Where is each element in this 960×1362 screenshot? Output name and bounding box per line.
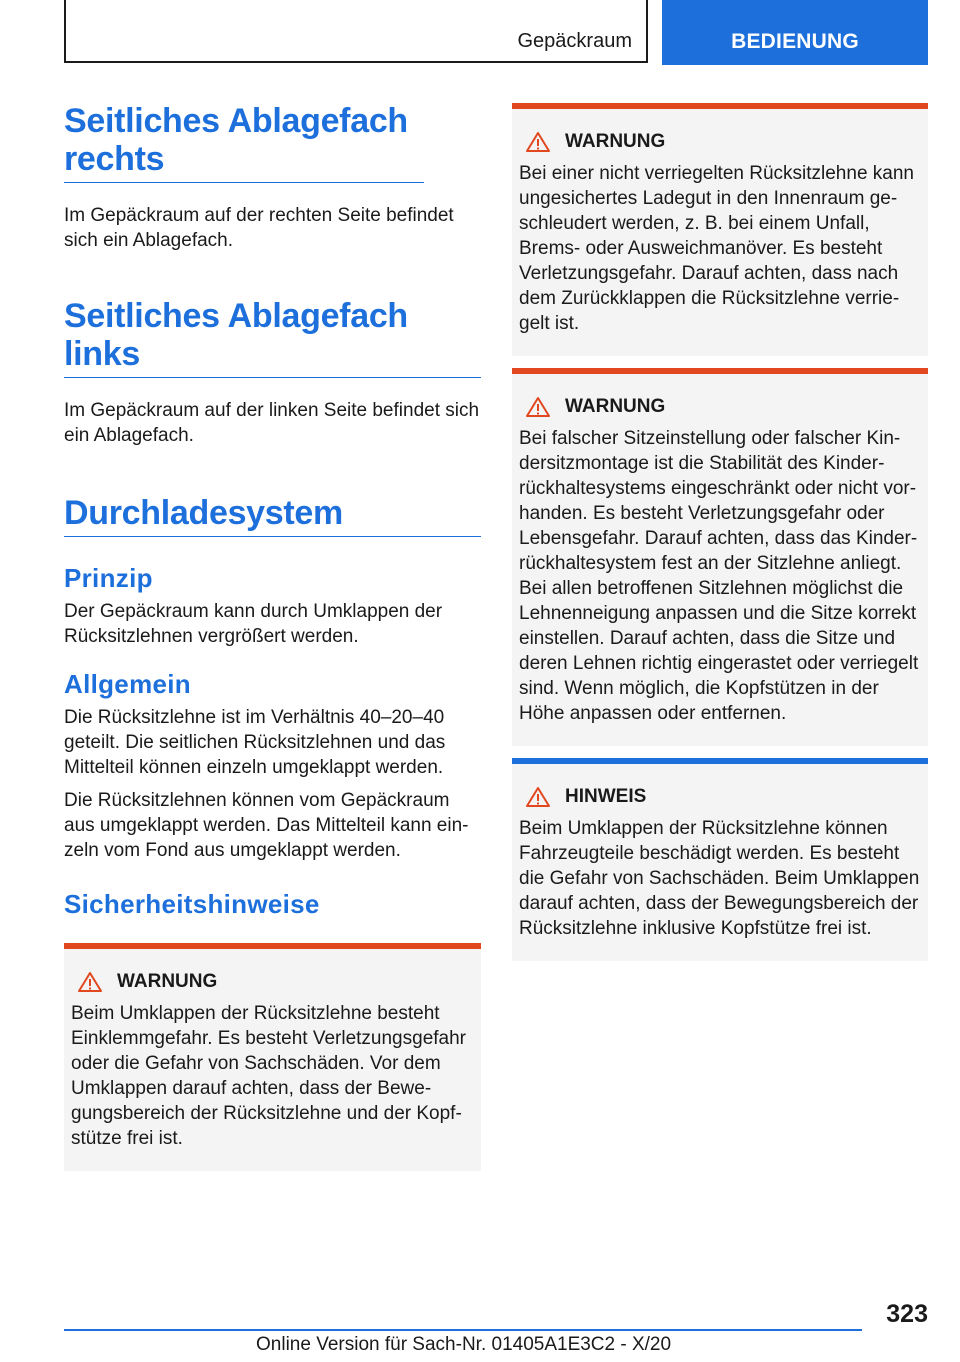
note-box-sachschaden xyxy=(512,758,928,961)
warning-title: WARNUNG xyxy=(117,971,218,992)
footer-online-version: Online Version für Sach-Nr. 01405A1E3C2 - X/20 xyxy=(256,1334,672,1355)
warning-triangle-icon xyxy=(525,396,551,418)
warning-title: WARNUNG xyxy=(565,131,666,152)
heading-durchladesystem: Durchladesystem xyxy=(64,494,481,537)
text-allgemein-2: Die Rücksitzlehnen können vom Gepäckraum aus umgeklappt werden. Das Mittelteil kann einzeln vom Fond aus umgeklappt werden. xyxy=(64,790,469,861)
heading-prinzip: Prinzip xyxy=(64,563,153,593)
warning-title: WARNUNG xyxy=(565,396,666,417)
header-section-title: Gepäckraum xyxy=(517,30,632,52)
warning-title-row xyxy=(519,396,922,418)
page-number: 323 xyxy=(886,1300,928,1328)
footer-divider xyxy=(64,1329,862,1331)
text-allgemein-1: Die Rücksitzlehne ist im Verhältnis 40–20–40 geteilt. Die seitlichen Rücksitzlehnen und das Mittelteil können einzeln umgeklappt werden. xyxy=(64,707,446,778)
heading-allgemein: Allgemein xyxy=(64,669,191,699)
header-section-box xyxy=(64,0,648,63)
warning-triangle-icon xyxy=(525,786,551,808)
warning-box-ladegut xyxy=(512,103,928,356)
warning-box-einklemmgefahr xyxy=(64,943,481,1171)
warning-title-row xyxy=(519,131,922,153)
header-chapter-tab: BEDIENUNG xyxy=(662,0,928,65)
warning-title-row xyxy=(71,971,475,993)
warning-box-kindersitz xyxy=(512,368,928,746)
warning-triangle-icon xyxy=(525,131,551,153)
note-title-row xyxy=(519,786,922,808)
text-ablagefach-links: Im Gepäckraum auf der linken Seite befindet sich ein Ablagefach. xyxy=(64,400,480,446)
heading-ablagefach-rechts: Seitliches Ablagefach rechts xyxy=(64,102,424,183)
text-prinzip: Der Gepäckraum kann durch Umklappen der Rücksitzlehnen vergrößert werden. xyxy=(64,601,443,647)
heading-ablagefach-links: Seitliches Ablagefach links xyxy=(64,297,481,378)
note-title: HINWEIS xyxy=(565,786,647,807)
note-text: Beim Umklappen der Rücksitzlehne können Fahrzeugteile beschädigt werden. Es besteht die Gefahr von Sachschäden. Beim Umklappen darauf achten, dass der Bewegungsbereich der Rücksitzlehne inklusive Kopfstütze frei ist. xyxy=(519,818,920,939)
text-ablagefach-rechts: Im Gepäckraum auf der rechten Seite befindet sich ein Ablagefach. xyxy=(64,205,454,251)
heading-sicherheitshinweise: Sicherheitshinweise xyxy=(64,889,320,919)
warning-triangle-icon xyxy=(77,971,103,993)
warning-text: Beim Umklappen der Rücksitzlehne besteht Einklemmgefahr. Es besteht Verletzungsgefahr oder die Gefahr von Sachschäden. Vor dem Umklappen darauf achten, dass der Bewegungsbereich der Rücksitzlehne und der Kopfstütze frei ist. xyxy=(71,1003,467,1149)
right-column xyxy=(512,103,928,961)
warning-text: Bei falscher Sitzeinstellung oder falscher Kindersitzmontage ist die Stabilität des Kinderrückhaltesystems eingeschränkt oder nicht vorhanden. Es besteht Verletzungsgefahr oder Lebensgefahr. Darauf achten, dass das Kinderrückhaltesystem fest an der Sitzlehne anliegt. Bei allen betroffenen Sitzlehnen möglichst die Lehnenneigung anpassen und die Sitze korrekt einstellen. Darauf achten, dass die Sitze und deren Lehnen richtig eingerastet oder verriegelt sind. Wenn möglich, die Kopfstützen in der Höhe anpassen oder entfernen. xyxy=(519,428,919,724)
left-column xyxy=(64,102,481,1171)
warning-text: Bei einer nicht verriegelten Rücksitzlehne kann ungesichertes Ladegut in den Innenraum geschleudert werden, z. B. bei einem Unfall, Brems- oder Ausweichmanöver. Es besteht Verletzungsgefahr. Darauf achten, dass nach dem Zurückklappen die Rücksitzlehne verriegelt ist. xyxy=(519,163,914,334)
